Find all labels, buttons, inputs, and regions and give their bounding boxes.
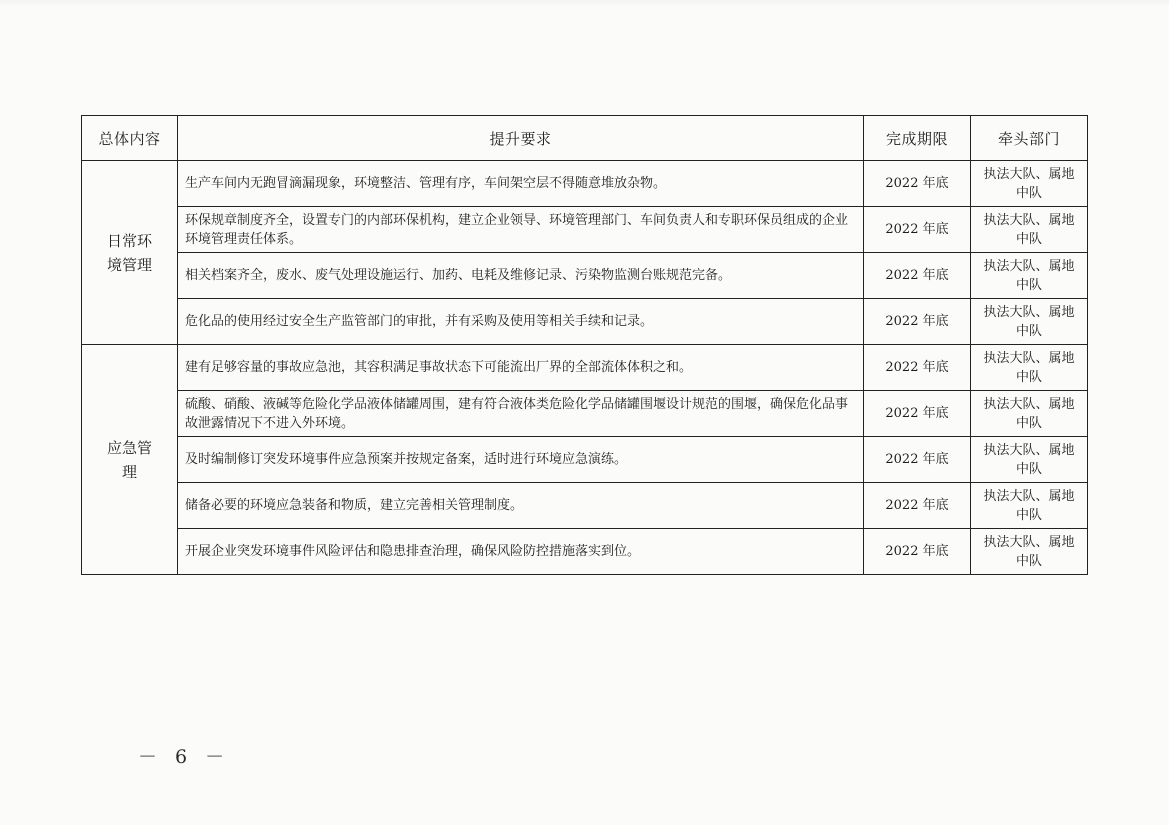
department-cell: 执法大队、属地中队 <box>971 529 1088 575</box>
header-requirement: 提升要求 <box>178 116 864 161</box>
table-row <box>82 207 1088 253</box>
department-cell: 执法大队、属地中队 <box>971 161 1088 207</box>
table-row <box>82 161 1088 207</box>
table-row <box>82 483 1088 529</box>
header-deadline: 完成期限 <box>864 116 971 161</box>
requirement-cell: 危化品的使用经过安全生产监管部门的审批，并有采购及使用等相关手续和记录。 <box>178 299 864 345</box>
requirement-cell: 建有足够容量的事故应急池，其容积满足事故状态下可能流出厂界的全部流体体积之和。 <box>178 345 864 391</box>
department-cell: 执法大队、属地中队 <box>971 391 1088 437</box>
requirement-cell: 环保规章制度齐全，设置专门的内部环保机构，建立企业领导、环境管理部门、车间负责人和专职环保员组成的企业环境管理责任体系。 <box>178 207 864 253</box>
deadline-cell: 2022 年底 <box>864 391 971 437</box>
table-row <box>82 529 1088 575</box>
department-cell: 执法大队、属地中队 <box>971 207 1088 253</box>
category-cell-daily-management: 日常环境管理 <box>82 161 178 345</box>
deadline-cell: 2022 年底 <box>864 299 971 345</box>
requirement-cell: 相关档案齐全，废水、废气处理设施运行、加药、电耗及维修记录、污染物监测台账规范完备。 <box>178 253 864 299</box>
table-row <box>82 299 1088 345</box>
requirement-cell: 储备必要的环境应急装备和物质，建立完善相关管理制度。 <box>178 483 864 529</box>
requirements-table <box>81 115 1088 575</box>
table-row <box>82 437 1088 483</box>
category-cell-emergency-management: 应急管理 <box>82 345 178 575</box>
department-cell: 执法大队、属地中队 <box>971 345 1088 391</box>
table-row <box>82 391 1088 437</box>
requirement-cell: 开展企业突发环境事件风险评估和隐患排查治理，确保风险防控措施落实到位。 <box>178 529 864 575</box>
requirement-cell: 生产车间内无跑冒滴漏现象，环境整洁、管理有序，车间架空层不得随意堆放杂物。 <box>178 161 864 207</box>
table-row <box>82 253 1088 299</box>
department-cell: 执法大队、属地中队 <box>971 253 1088 299</box>
header-department: 牵头部门 <box>971 116 1088 161</box>
department-cell: 执法大队、属地中队 <box>971 437 1088 483</box>
deadline-cell: 2022 年底 <box>864 483 971 529</box>
table-header-row <box>82 116 1088 161</box>
requirement-cell: 硫酸、硝酸、液碱等危险化学品液体储罐周围，建有符合液体类危险化学品储罐围堰设计规范的围堰，确保危化品事故泄露情况下不进入外环境。 <box>178 391 864 437</box>
deadline-cell: 2022 年底 <box>864 437 971 483</box>
department-cell: 执法大队、属地中队 <box>971 299 1088 345</box>
deadline-cell: 2022 年底 <box>864 529 971 575</box>
deadline-cell: 2022 年底 <box>864 345 971 391</box>
header-category: 总体内容 <box>82 116 178 161</box>
deadline-cell: 2022 年底 <box>864 161 971 207</box>
department-cell: 执法大队、属地中队 <box>971 483 1088 529</box>
requirement-cell: 及时编制修订突发环境事件应急预案并按规定备案，适时进行环境应急演练。 <box>178 437 864 483</box>
deadline-cell: 2022 年底 <box>864 253 971 299</box>
deadline-cell: 2022 年底 <box>864 207 971 253</box>
table-row <box>82 345 1088 391</box>
page-number: － 6 － <box>138 746 231 768</box>
